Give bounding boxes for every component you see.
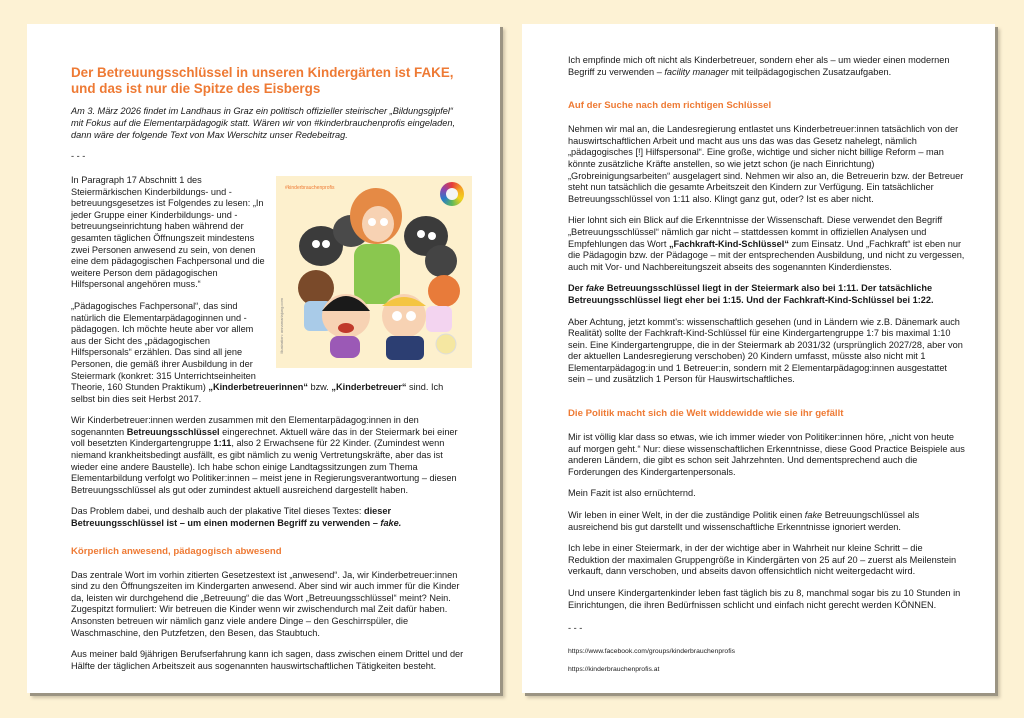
paragraph-fazit: Mein Fazit ist also ernüchternd. — [568, 488, 696, 499]
italic-text: facility manager — [664, 66, 729, 77]
paragraph-landesregierung: Nehmen wir mal an, die Landesregierung entlastet uns Kinderbetreuer:innen tatsächlich von der hauswirtschaftlichen Arbeit und macht aus uns das was das Gesetz nahelegt, nämlich „pädagogisches [!] Hilfspersonal“. Eine große, wichtige und sicher nicht billige Reform – man könnte zusätzliche Kräfte anstellen, so wie jetzt schon (je nach Einrichtung) „Grobreinigungsarbeiten“ ausgelagert sind. Nehmen wir also an, die Betreuerin bzw. der Betreuer steht nun tatsächlich die gesamte Arbeitszeit den Kindern zur Verfügung. Ein tatsächlicher Betreuungsschlüssel von 1:11 also. Klingt ganz gut, oder? Ist es aber nicht. — [568, 124, 964, 204]
text: Hier lohnt sich ein Blick auf die Erkenntnisse der Wissenschaft. Diese verwendet den Begriff „Betreuungsschlüssel“ nämlich gar nicht – stattdessen kommt in offiziellen Analysen und Empfehlungen das Wort — [568, 215, 943, 249]
section-heading-schluessel: Auf der Suche nach dem richtigen Schlüssel — [568, 100, 772, 112]
document-page-left — [27, 24, 500, 693]
separator: - - - — [71, 151, 86, 161]
text: eingerechnet. Aktuell wäre das in der Steiermark bei einer voll besetzten Kindergartengruppe — [71, 426, 458, 449]
bold-italic-text: fake — [585, 283, 605, 294]
text: „Pädagogisches Fachpersonal“, das sind natürlich die Elementarpädagoginnen und -pädagogen. Ich möchte heute aber vor allem aus der Sicht des „pädagogischen Hilfspersonals“ erzählen. Das sind all jene Personen, die gemäß ihrer Ausbildung in der Steiermark (konkret: 315 Unterrichtseinheiten Theorie, 160 Stunden Praktikum) — [71, 300, 256, 393]
paragraph-betreuungsschluessel — [71, 415, 464, 496]
title-line-2: und das ist nur die Spitze des Eisbergs — [71, 81, 321, 96]
document-page-right — [522, 24, 995, 693]
text: Ich empfinde mich oft nicht als Kinderbetreuer, sondern eher als – um wieder einen modernen Begriff zu verwenden – — [568, 55, 950, 77]
kinderbrauchenprofis-logo-icon — [440, 182, 464, 206]
document-title — [71, 65, 464, 97]
separator: - - - — [568, 623, 583, 634]
bold-italic-text: fake. — [380, 518, 402, 529]
text: mit teilpädagogischen Zusatzaufgaben. — [728, 66, 892, 77]
bold-text: „Kinderbetreuerinnen“ — [208, 382, 308, 393]
text: Wir Kinderbetreuer:innen werden zusammen mit den Elementarpädagog:innen in den sogenannten — [71, 415, 419, 437]
section-heading-anwesend: Körperlich anwesend, pädagogisch abwesend — [71, 545, 282, 557]
link-website[interactable]: https://kinderbrauchenprofis.at — [568, 666, 660, 674]
bold-text: 1:11 — [213, 438, 232, 449]
cartoon-children-illustration — [276, 176, 472, 368]
paragraph-facility-manager — [568, 55, 965, 78]
link-facebook-group[interactable]: https://www.facebook.com/groups/kinderbrauchenprofis — [568, 648, 735, 656]
paragraph-berufserfahrung: Aus meiner bald 9jährigen Berufserfahrung kann ich sagen, dass zwischen einem Drittel und der Hälfte der täglichen Arbeitszeit aus sogenannten hauswirtschaftlichen Tätigkeiten besteht. — [71, 649, 464, 671]
text: Wir leben in einer Welt, in der die zuständige Politik einen — [568, 510, 805, 521]
paragraph-welt — [568, 510, 965, 533]
paragraph-wissenschaft — [568, 215, 965, 273]
bold-text: Der — [568, 283, 586, 294]
paragraph-politiker: Mir ist völlig klar dass so etwas, wie ich immer wieder von Politiker:innen höre, „nicht von heute auf morgen geht.“ Nur: diese wissenschaftlichen Erkenntnisse, diese Good Practice Beispiele aus anderen Ländern, die gibt es schon seit Jahrzehnten. Und dementsprechend auch die Forderungen des Kindergartenpersonals. — [568, 432, 965, 477]
illustration-hashtag: #kinderbrauchenprofis — [285, 185, 335, 191]
paragraph-law-quote: In Paragraph 17 Abschnitt 1 des Steiermärkischen Kinderbildungs- und -betreuungsgesetzes ist Folgendes zu lesen: „In jeder Gruppe einer Kinderbildungs- und -betreuungseinrichtung haben während der gesamten täglichen Öffnungszeit mindestens zwei Personen anwesend zu sein, von denen eine dem pädagogischen Fachpersonal und die weitere Person dem pädagogischen Hilfspersonal angehören muss.“ — [71, 175, 265, 290]
paragraph-kindergartenkinder: Und unsere Kindergartenkinder leben fast täglich bis zu 8, manchmal sogar bis zu 10 Stunden in Einrichtungen, die ihren Bedürfnissen schlicht und einfach nicht gerecht werden KÖNNEN. — [568, 588, 961, 610]
text: bzw. — [307, 382, 332, 393]
bold-text: „Kinderbetreuer“ — [331, 382, 407, 393]
intro-paragraph: Am 3. März 2026 findet im Landhaus in Graz ein politisch offizieller steirischer „Bildungsgipfel“ mit Fokus auf die Elementarpädagogik statt. Wären wir von #kinderbrauchenprofis eingeladen, dann wäre der folgende Text von Max Werschitz unser Redebeitrag. — [71, 106, 456, 140]
bold-text: Betreuungsschlüssel — [126, 426, 220, 437]
paragraph-problem — [71, 506, 464, 529]
text: Das Problem dabei, und deshalb auch der plakative Titel dieses Textes: — [71, 506, 364, 517]
text: zum Einsatz. Und „Fachkraft“ ist eben nur die Pädagogin bzw. der Pädagoge – mit der entsprechenden Ausbildung, und nicht zu vergessen, auch mit Vor- und Nachbereitungszeit abseits des sogenannten Kinderdienstes. — [568, 238, 965, 272]
text: Betreuungschlüssel als ausreichend bis gut darstellt und wissenschaftliche Erkenntnisse ignoriert werden. — [568, 510, 920, 532]
bold-text: dieser Betreuungsschlüssel ist – um einen modernen Begriff zu verwenden – — [71, 506, 392, 529]
paragraph-steiermark: Ich lebe in einer Steiermark, in der der wichtige aber in Wahrheit nur kleine Schritt – die Reduktion der maximalen Gruppengröße in Kindergärten von 25 auf 20 – zuerst als Meilenstein verkauft, dann verschoben, und abseits davon offensichtlich nicht weitergedacht wird. — [568, 543, 957, 577]
paragraph-achtung: Aber Achtung, jetzt kommt's: wissenschaftlich gesehen (und in Ländern wie z.B. Dänemark auch Realität) sollte der Fachkraft-Kind-Schlüssel für eine Kindergartengruppe 1:7 bis maximal 1:10 sein. Eine Kindergartengruppe, die in der Steiermark ab 2031/32 (ursprünglich 2027/28, aber von der aktuellen Landesregierung verschoben) 20 Kindern umfasst, müsste also nicht mit 1 Elementarpädagog:in und 1 Betreuer:in, sondern mit 2 Elementarpädagog:innen ausgestattet sein – und zusätzlich 1 Person für Hauswirtschaftliches. — [568, 316, 963, 385]
paragraph-anwesend: Das zentrale Wort im vorhin zitierten Gesetzestext ist „anwesend“. Ja, wir Kinderbetreuer:innen sind zu den Öffnungszeiten im Kindergarten anwesend. Aber sind wir auch immer für die Kinder da, leisten wir durchgehend die „Betreuung“ die das Wort „Betreuungsschlüssel“ meint? Nein. Zugespitzt formuliert: Wir betreuen die Kinder wenn wir zwischendurch mal Zeit dafür haben. Ansonsten betreuen wir nämlich ganz viele andere Dinge – den Geschirrspüler, die Waschmaschine, den Putzfetzen, den Besen, das Staubtuch. — [71, 569, 460, 638]
illustration-credit: Illustration: annamariajung.com — [279, 298, 284, 354]
title-line-1: Der Betreuungsschlüssel in unseren Kindergärten ist FAKE, — [71, 65, 454, 80]
paragraph-summary-ratios — [568, 283, 965, 306]
section-heading-politik: Die Politik macht sich die Welt widdewidde wie sie ihr gefällt — [568, 408, 844, 420]
italic-text: fake — [804, 510, 823, 521]
bold-text: „Fachkraft-Kind-Schlüssel“ — [668, 238, 789, 249]
text: sind. Ich selbst bin dies seit Herbst 2017. — [71, 382, 444, 404]
text: , also 2 Erwachsene für 22 Kinder. (Zumindest wenn niemand krankheitsbedingt ausfällt, es gibt nämlich zu wenig Vertretungskräfte, aber das ist wieder eine andere Baustelle). Ich habe schon einige Landtagssitzungen zum Thema Elementarbildung verfolgt wo Politiker:innen – meist jene in Regierungsverantwortung – diesen Betreuungsschlüssel als gut oder zumindest aktuell ausreichend dargestellt haben. — [71, 438, 457, 495]
bold-text: Betreuungsschlüssel liegt in der Steiermark also bei 1:11. Der tatsächliche Betreuungsschlüssel liegt eher bei 1:15. Und der Fachkraft-Kind-Schlüssel bei 1:22. — [568, 283, 934, 305]
illustration-image — [276, 176, 472, 368]
